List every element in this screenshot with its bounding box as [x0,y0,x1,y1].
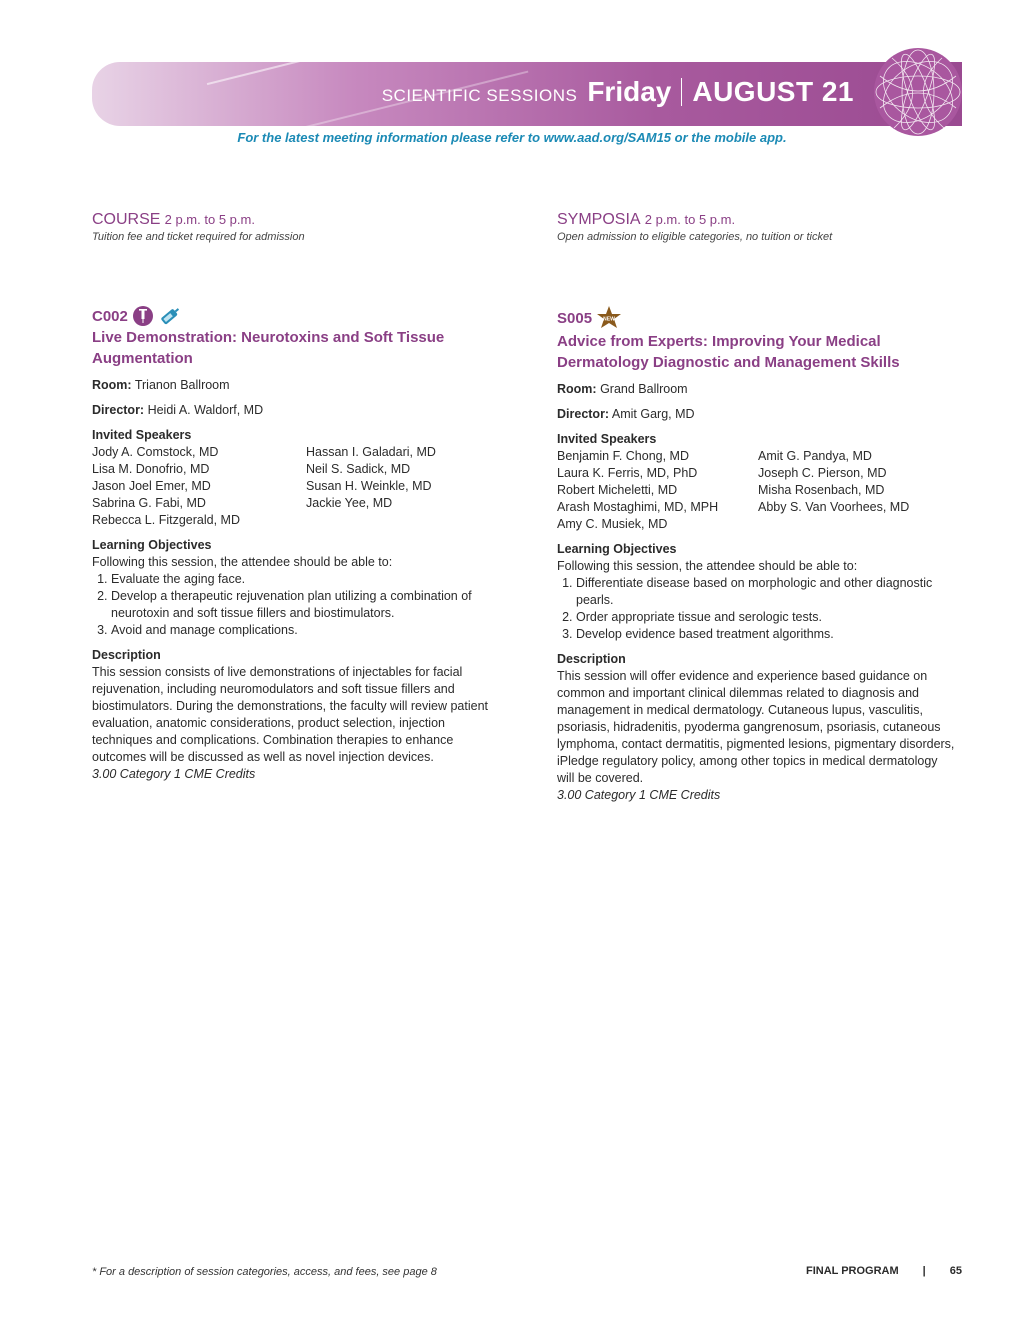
speaker-name: Amit G. Pandya, MD [758,449,872,463]
globe-logo-icon [872,46,964,138]
program-label: FINAL PROGRAM [805,1265,899,1277]
director-line: Director: Heidi A. Waldorf, MD [92,403,264,417]
objectives-list [92,571,492,639]
objectives-intro: Following this session, the attendee should be able to: [92,555,393,569]
speaker-name: Neil S. Sadick, MD [306,462,411,476]
speaker-name: Abby S. Van Voorhees, MD [758,500,910,514]
objective-item: 3. Develop evidence based treatment algorithms. [576,626,957,643]
category-time: 2 p.m. to 5 p.m. [644,212,736,227]
cme-credits: 3.00 Category 1 CME Credits [557,788,721,802]
speaker-name: Hassan I. Galadari, MD [306,445,436,459]
session-code: S005 [557,309,593,327]
speaker-name: Jason Joel Emer, MD [92,479,211,493]
section-label: SCIENTIFIC SESSIONS [381,86,578,105]
new-star-badge-icon [596,305,622,331]
speaker-name: Jackie Yee, MD [306,496,393,510]
course-header [92,211,502,243]
title-divider [681,78,682,106]
badge-label: NEW [603,316,615,323]
category-label: COURSE [92,211,161,228]
header-banner [92,62,962,126]
speakers-list [557,448,957,533]
speaker-name: Rebecca L. Fitzgerald, MD [92,513,240,527]
banner-title [382,76,854,108]
footer-divider: | [922,1265,926,1277]
objective-item: 3. Avoid and manage complications. [111,622,492,639]
speakers-list [92,444,492,529]
objective-item: 2. Order appropriate tissue and serologic tests. [576,609,957,626]
date-label: AUGUST 21 [692,76,854,107]
footer-note: * For a description of session categories, access, and fees, see page 8 [92,1266,437,1278]
category-time: 2 p.m. to 5 p.m. [164,212,255,227]
speaker-name: Jody A. Comstock, MD [92,445,219,459]
category-label: SYMPOSIA [557,211,641,228]
syringe-icon [132,305,154,327]
speaker-name: Amy C. Musiek, MD [557,517,668,531]
objectives-list [557,575,957,643]
objective-item: 1. Evaluate the aging face. [111,571,492,588]
room-line: Room: Grand Ballroom [557,382,688,396]
speakers-heading: Invited Speakers [557,432,657,446]
objectives-intro: Following this session, the attendee should be able to: [557,559,858,573]
speaker-name: Susan H. Weinkle, MD [306,479,432,493]
description-text: This session will offer evidence and experience based guidance on common and important clinical dilemmas related to diagnosis and management in medical dermatology. Cutaneous lupus, vasculitis, psoriasis, hidradenitis, pyoderma gangrenosum, psoriasis, cutaneous lymphoma, contact dermatitis, pigmented lesions, pigmentary disorders, iPledge regulatory policy, among other topics in medical dermatology will be covered. [557,669,955,785]
meeting-info-tagline: For the latest meeting information please refer to www.aad.org/SAM15 or the mobile app. [237,130,787,145]
description-heading: Description [557,652,626,666]
speaker-name: Robert Micheletti, MD [557,483,678,497]
session-code: C002 [92,307,128,325]
session-title: Advice from Experts: Improving Your Medical Dermatology Diagnostic and Management Skills [557,333,900,371]
speaker-name: Sabrina G. Fabi, MD [92,496,206,510]
description-heading: Description [92,648,161,662]
speaker-name: Lisa M. Donofrio, MD [92,462,210,476]
speaker-name: Laura K. Ferris, MD, PhD [557,466,698,480]
session-title: Live Demonstration: Neurotoxins and Soft Tissue Augmentation [92,329,445,367]
objectives-heading: Learning Objectives [92,538,212,552]
objective-item: 2. Develop a therapeutic rejuvenation plan utilizing a combination of neurotoxin and soft tissue fillers and biostimulators. [111,588,492,622]
speakers-heading: Invited Speakers [92,428,192,442]
objective-item: 1. Differentiate disease based on morphologic and other diagnostic pearls. [576,575,957,609]
speaker-name: Joseph C. Pierson, MD [758,466,887,480]
session-c002 [92,305,492,783]
room-line: Room: Trianon Ballroom [92,378,230,392]
category-note: Open admission to eligible categories, no tuition or ticket [557,231,833,243]
injectable-device-icon [158,305,182,327]
objectives-heading: Learning Objectives [557,542,677,556]
page-number: 65 [949,1265,962,1277]
session-s005 [557,305,957,804]
cme-credits: 3.00 Category 1 CME Credits [92,767,256,781]
speaker-name: Benjamin F. Chong, MD [557,449,690,463]
speaker-name: Arash Mostaghimi, MD, MPH [557,500,719,514]
speaker-name: Misha Rosenbach, MD [758,483,885,497]
description-text: This session consists of live demonstrations of injectables for facial rejuvenation, including neuromodulators and soft tissue fillers and biostimulators. During the demonstrations, the faculty will review patient evaluation, anatomic considerations, product selection, injection techniques and complications. Combination therapies to enhance outcomes will be discussed as well as novel injection devices. [92,665,489,764]
page-footer [806,1265,962,1277]
symposia-header [557,211,967,243]
director-line: Director: Amit Garg, MD [557,407,695,421]
day-label: Friday [587,76,672,107]
category-note: Tuition fee and ticket required for admission [92,231,305,243]
